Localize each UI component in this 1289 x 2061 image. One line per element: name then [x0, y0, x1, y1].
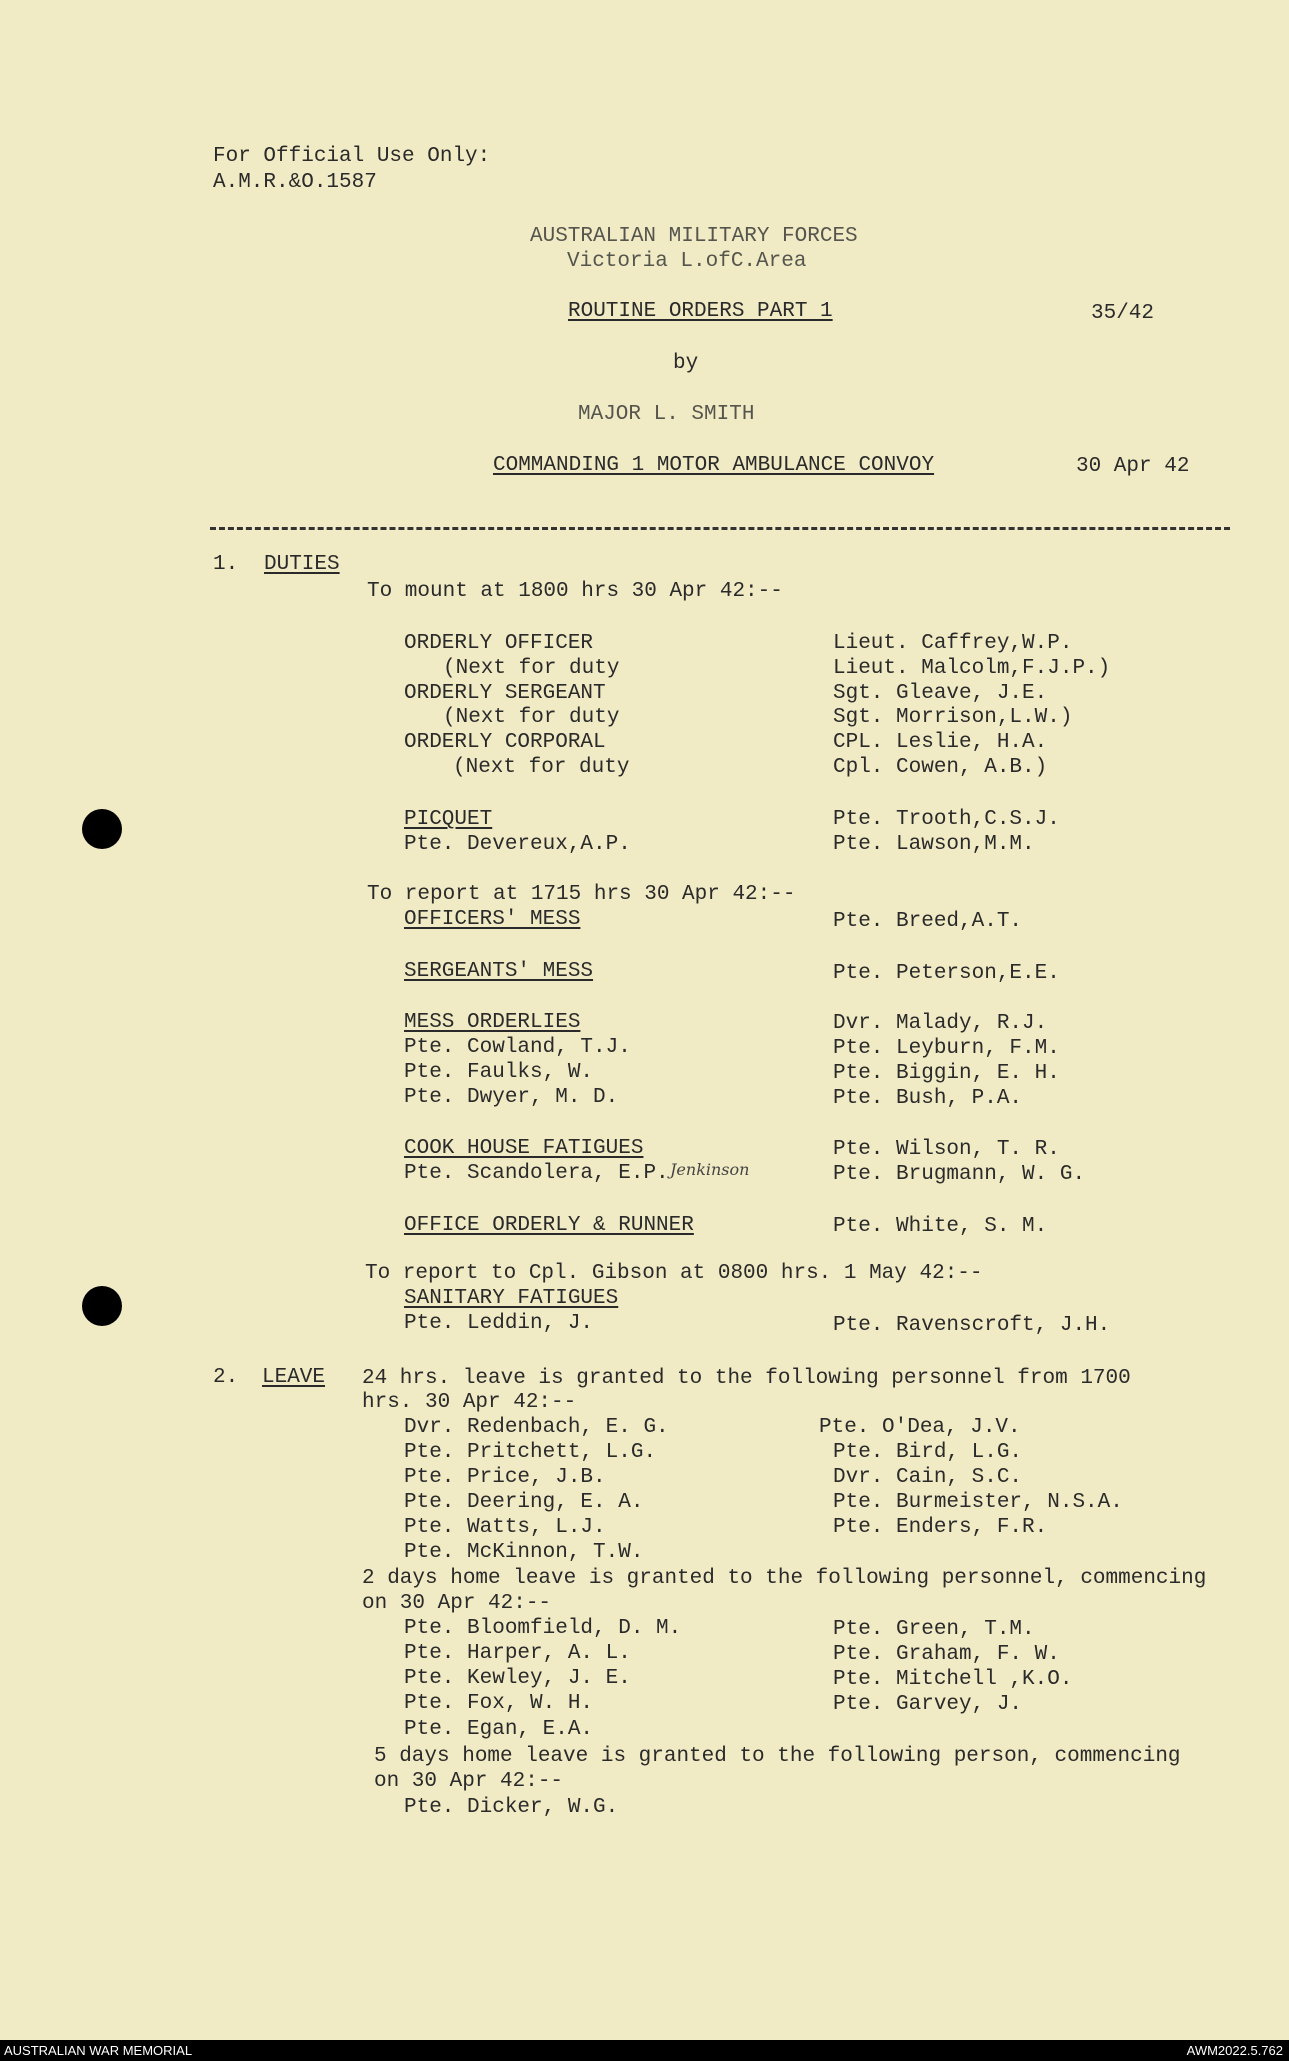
duty-person: Pte. Biggin, E. H.	[833, 1062, 1060, 1085]
leave-instruction: 24 hrs. leave is granted to the following personnel from 1700	[362, 1367, 1131, 1390]
leave-person: Pte. Harper, A. L.	[404, 1642, 631, 1665]
archive-footer	[0, 2040, 1289, 2061]
duty-person: Pte. Dwyer, M. D.	[404, 1086, 619, 1109]
forces-heading: AUSTRALIAN MILITARY FORCES	[530, 225, 858, 248]
duty-person: Pte. Trooth,C.S.J.	[833, 808, 1060, 831]
duty-role: ORDERLY SERGEANT	[404, 682, 606, 705]
footer-catalogue-number: AWM2022.5.762	[1186, 2043, 1283, 2058]
duty-person: Pte. White, S. M.	[833, 1215, 1048, 1238]
leave-instruction: 2 days home leave is granted to the following personnel, commencing	[362, 1567, 1207, 1590]
duty-person: Pte. Cowland, T.J.	[404, 1036, 631, 1059]
cook-house-heading: COOK HOUSE FATIGUES	[404, 1137, 644, 1160]
footer-institution: AUSTRALIAN WAR MEMORIAL	[4, 2043, 193, 2058]
duty-person: Pte. Lawson,M.M.	[833, 833, 1035, 856]
duty-person: Pte. Breed,A.T.	[833, 910, 1023, 933]
leave-person: Pte. Mitchell ,K.O.	[833, 1668, 1073, 1691]
duty-person: Pte. Scandolera, E.P.	[404, 1162, 669, 1185]
punch-hole	[82, 809, 122, 849]
section-number: 1.	[213, 553, 239, 576]
leave-person: Pte. Enders, F.R.	[833, 1516, 1048, 1539]
duty-role: (Next for duty	[443, 657, 620, 680]
duty-person: Pte. Leddin, J.	[404, 1312, 594, 1335]
duty-person: Pte. Wilson, T. R.	[833, 1138, 1060, 1161]
leave-person: Pte. Bloomfield, D. M.	[404, 1617, 682, 1640]
punch-hole	[82, 1286, 122, 1326]
leave-person: Pte. Green, T.M.	[833, 1618, 1035, 1641]
leave-person: Pte. Burmeister, N.S.A.	[833, 1491, 1123, 1514]
reference-number: A.M.R.&O.1587	[213, 171, 377, 194]
duty-person: Pte. Devereux,A.P.	[404, 833, 631, 856]
order-number: 35/42	[1091, 302, 1155, 325]
duty-person: CPL. Leslie, H.A.	[833, 731, 1048, 754]
duty-person: Pte. Leyburn, F.M.	[833, 1037, 1060, 1060]
leave-person: Pte. McKinnon, T.W.	[404, 1541, 644, 1564]
leave-person: Pte. Garvey, J.	[833, 1693, 1023, 1716]
section-heading-duties: DUTIES	[264, 553, 340, 576]
duty-person: Pte. Peterson,E.E.	[833, 962, 1060, 985]
duty-person: Lieut. Malcolm,F.J.P.)	[833, 657, 1111, 680]
section-number: 2.	[213, 1366, 239, 1389]
leave-person: Pte. Egan, E.A.	[404, 1718, 594, 1741]
duty-role: (Next for duty	[443, 706, 620, 729]
duty-role: (Next for duty	[453, 756, 630, 779]
leave-person: Pte. Pritchett, L.G.	[404, 1441, 657, 1464]
mess-orderlies-heading: MESS ORDERLIES	[404, 1011, 581, 1034]
picquet-heading: PICQUET	[404, 808, 493, 831]
document-title: ROUTINE ORDERS PART 1	[568, 300, 833, 323]
handwritten-annotation: Jenkinson	[670, 1160, 750, 1179]
leave-instruction: 5 days home leave is granted to the following person, commencing	[374, 1745, 1181, 1768]
officers-mess-heading: OFFICERS' MESS	[404, 908, 581, 931]
report-instruction: To report at 1715 hrs 30 Apr 42:--	[367, 883, 796, 906]
sergeants-mess-heading: SERGEANTS' MESS	[404, 960, 594, 983]
leave-person: Pte. Graham, F. W.	[833, 1643, 1060, 1666]
leave-person: Pte. Watts, L.J.	[404, 1516, 606, 1539]
duty-person: Pte. Brugmann, W. G.	[833, 1163, 1086, 1186]
section-heading-leave: LEAVE	[262, 1366, 326, 1389]
mount-instruction: To mount at 1800 hrs 30 Apr 42:--	[367, 580, 783, 603]
duty-person: Pte. Bush, P.A.	[833, 1087, 1023, 1110]
leave-person: Pte. Kewley, J. E.	[404, 1667, 631, 1690]
leave-instruction: hrs. 30 Apr 42:--	[362, 1391, 577, 1414]
duty-person: Lieut. Caffrey,W.P.	[833, 632, 1073, 655]
duty-person: Dvr. Malady, R.J.	[833, 1012, 1048, 1035]
duty-person: Sgt. Morrison,L.W.)	[833, 706, 1073, 729]
leave-person: Pte. Deering, E. A.	[404, 1491, 644, 1514]
by-label: by	[673, 352, 699, 375]
duty-person: Pte. Faulks, W.	[404, 1061, 594, 1084]
separator-rule	[210, 527, 1230, 530]
duty-role: ORDERLY OFFICER	[404, 632, 594, 655]
major-name: MAJOR L. SMITH	[578, 403, 755, 426]
leave-instruction: on 30 Apr 42:--	[374, 1770, 564, 1793]
report-instruction: To report to Cpl. Gibson at 0800 hrs. 1 May 42:--	[365, 1262, 983, 1285]
leave-person: Pte. Fox, W. H.	[404, 1692, 594, 1715]
commanding-heading: COMMANDING 1 MOTOR AMBULANCE CONVOY	[493, 454, 935, 477]
duty-person: Pte. Ravenscroft, J.H.	[833, 1314, 1111, 1337]
leave-person: Pte. Price, J.B.	[404, 1466, 606, 1489]
leave-person: Dvr. Cain, S.C.	[833, 1466, 1023, 1489]
order-date: 30 Apr 42	[1076, 455, 1190, 478]
leave-instruction: on 30 Apr 42:--	[362, 1592, 552, 1615]
duty-role: ORDERLY CORPORAL	[404, 731, 606, 754]
official-use-label: For Official Use Only:	[213, 145, 491, 168]
duty-person: Sgt. Gleave, J.E.	[833, 682, 1048, 705]
office-orderly-heading: OFFICE ORDERLY & RUNNER	[404, 1214, 694, 1237]
leave-person: Pte. O'Dea, J.V.	[819, 1416, 1021, 1439]
duty-person: Cpl. Cowen, A.B.)	[833, 756, 1048, 779]
leave-person: Pte. Bird, L.G.	[833, 1441, 1023, 1464]
sanitary-fatigues-heading: SANITARY FATIGUES	[404, 1287, 619, 1310]
leave-person: Pte. Dicker, W.G.	[404, 1796, 619, 1819]
leave-person: Dvr. Redenbach, E. G.	[404, 1416, 669, 1439]
area-heading: Victoria L.ofC.Area	[567, 250, 807, 273]
